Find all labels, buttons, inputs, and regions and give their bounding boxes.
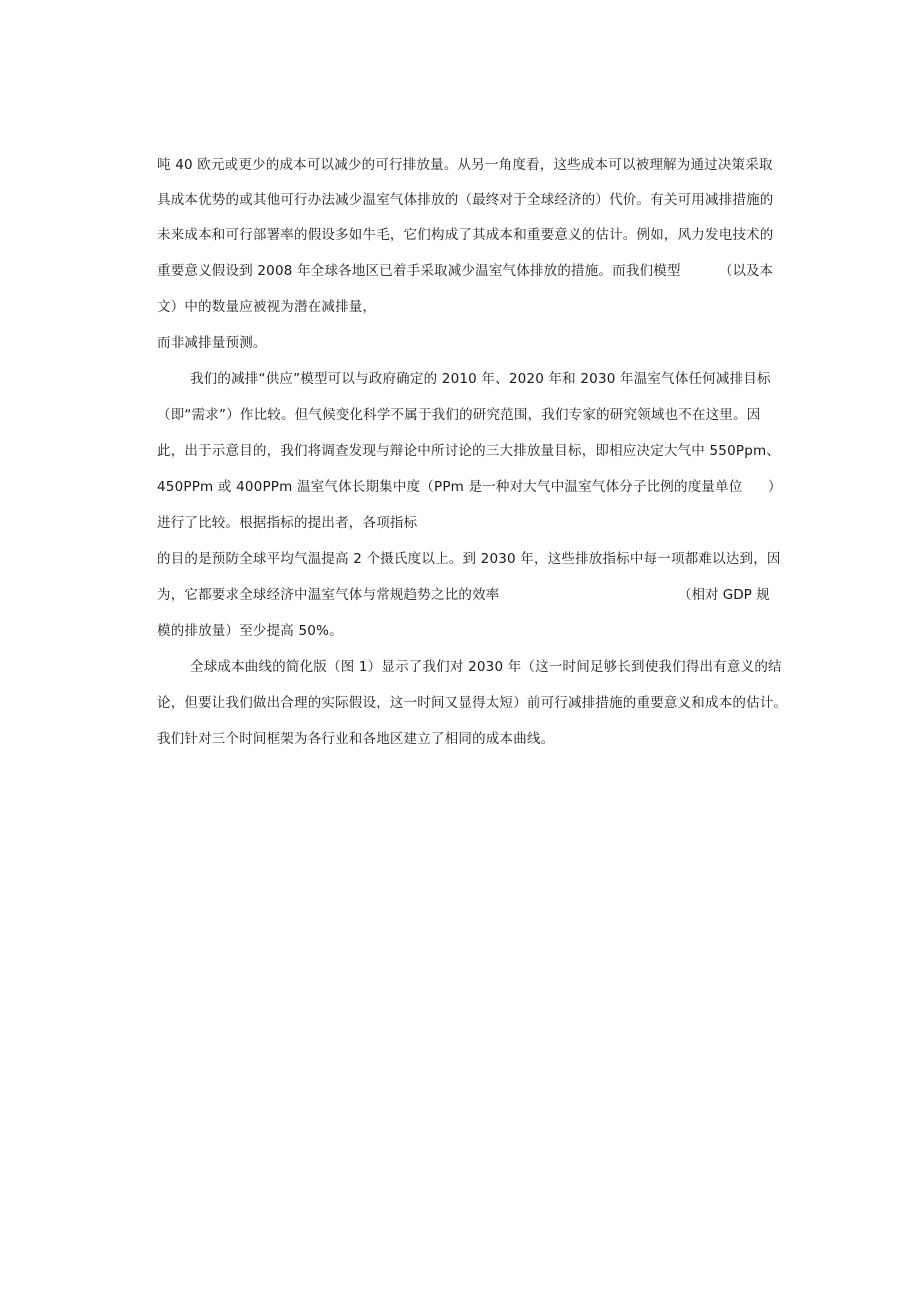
paragraph-line: 为，它都要求全球经济中温室气体与常规趋势之比的效率 — [157, 587, 500, 603]
paragraph-line: （即“需求”）作比较。但气候变化科学不属于我们的研究范围，我们专家的研究领域也不在这里。因 — [157, 407, 761, 423]
paragraph-line: 全球成本曲线的简化版（图 1）显示了我们对 2030 年（这一时间足够长到使我们得出有意义的结 — [190, 659, 782, 675]
paragraph-line: 我们针对三个时间框架为各行业和各地区建立了相同的成本曲线。 — [157, 731, 555, 747]
paragraph-line: 的目的是预防全球平均气温提高 2 个摄氏度以上。到 2030 年，这些排放指标中每一项都难以达到，因 — [157, 551, 781, 567]
paragraph-line: 而非减排量预测。 — [157, 335, 267, 351]
paragraph-line: 未来成本和可行部署率的假设多如牛毛，它们构成了其成本和重要意义的估计。例如，风力发电技术的 — [157, 227, 774, 243]
paragraph-line: 吨 40 欧元或更少的成本可以减少的可行排放量。从另一角度看，这些成本可以被理解为通过决策采取 — [157, 157, 773, 173]
paragraph-line: 模的排放量）至少提高 50%。 — [157, 623, 343, 639]
paragraph-line: 具成本优势的或其他可行办法减少温室气体排放的（最终对于全球经济的）代价。有关可用减排措施的 — [157, 192, 774, 208]
paragraph-line: 我们的减排“供应”模型可以与政府确定的 2010 年、2020 年和 2030 年温室气体任何减排目标 — [190, 371, 771, 387]
paragraph-fragment: （相对 GDP 规 — [678, 587, 770, 603]
paragraph-fragment: （以及本 — [719, 263, 773, 279]
paragraph-line: 进行了比较。根据指标的提出者，各项指标 — [157, 515, 418, 531]
paragraph-line: 文）中的数量应被视为潜在减排量， — [157, 299, 377, 315]
paragraph-fragment: ） — [768, 479, 782, 495]
paragraph-line: 重要意义假设到 2008 年全球各地区已着手采取减少温室气体排放的措施。而我们模型 — [157, 263, 681, 279]
paragraph-line: 此，出于示意目的，我们将调查发现与辩论中所讨论的三大排放量目标，即相应决定大气中 550Ppm、 — [157, 443, 781, 459]
paragraph-line: 论，但要让我们做出合理的实际假设，这一时间又显得太短）前可行减排措施的重要意义和成本的估计。 — [157, 695, 788, 711]
paragraph-line: 450PPm 或 400PPm 温室气体长期集中度（PPm 是一种对大气中温室气体分子比例的度量单位 — [157, 479, 743, 495]
